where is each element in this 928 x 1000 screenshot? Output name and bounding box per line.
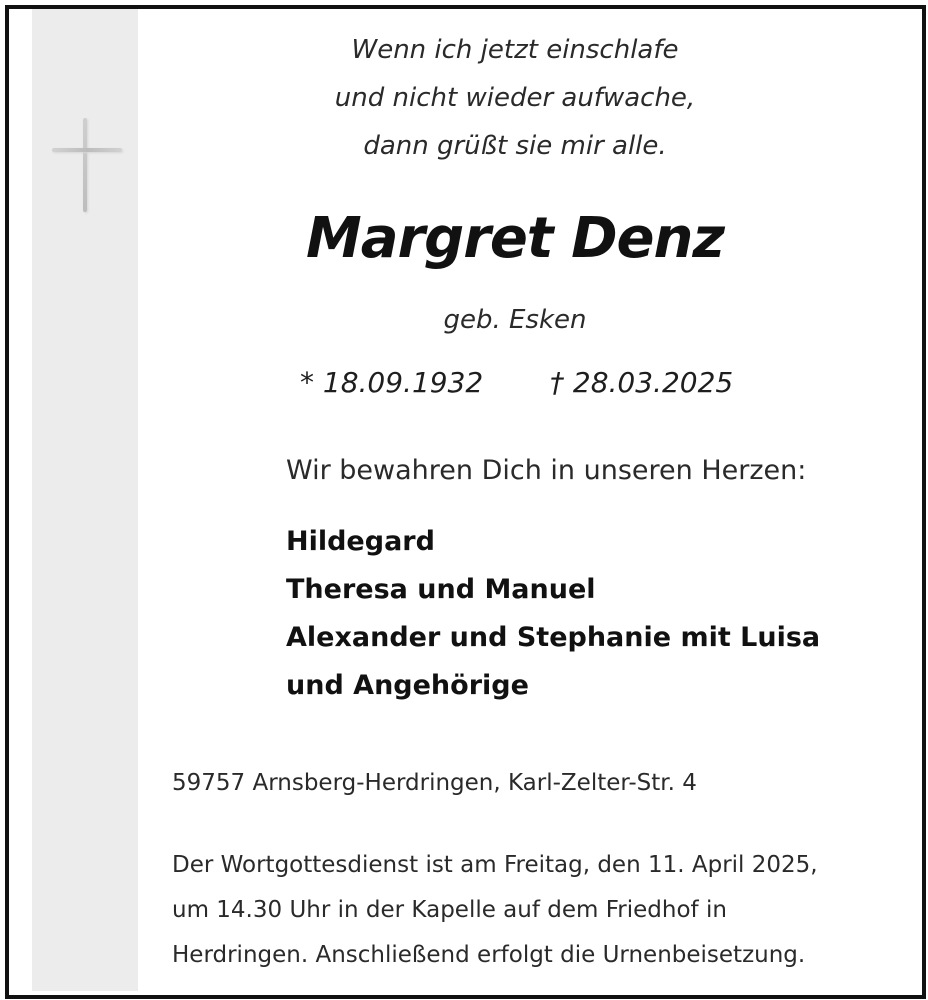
service-info <box>172 843 902 978</box>
service-line: Herdringen. Anschließend erfolgt die Urnenbeisetzung. <box>172 942 806 968</box>
mourner-name: Alexander und Stephanie mit Luisa <box>286 622 821 653</box>
birth-name: geb. Esken <box>443 305 587 335</box>
mourners-intro: Wir bewahren Dich in unseren Herzen: <box>286 455 807 486</box>
mourner-name: Theresa und Manuel <box>286 574 596 605</box>
cross-icon <box>52 118 122 218</box>
birth-date: * 18.09.1932 <box>300 366 484 399</box>
poem-line: Wenn ich jetzt einschlafe <box>351 35 679 65</box>
death-date: † 28.03.2025 <box>550 366 734 399</box>
deceased-name: Margret Denz <box>305 206 724 271</box>
mourners-list <box>286 518 820 710</box>
service-line: Der Wortgottesdienst ist am Freitag, den 11. April 2025, <box>172 852 818 878</box>
poem <box>200 26 830 170</box>
address: 59757 Arnsberg-Herdringen, Karl-Zelter-Str. 4 <box>172 770 697 796</box>
service-line: um 14.30 Uhr in der Kapelle auf dem Friedhof in <box>172 897 727 923</box>
poem-line: dann grüßt sie mir alle. <box>363 131 667 161</box>
mourner-name: und Angehörige <box>286 670 529 701</box>
mourner-name: Hildegard <box>286 526 435 557</box>
poem-line: und nicht wieder aufwache, <box>334 83 696 113</box>
